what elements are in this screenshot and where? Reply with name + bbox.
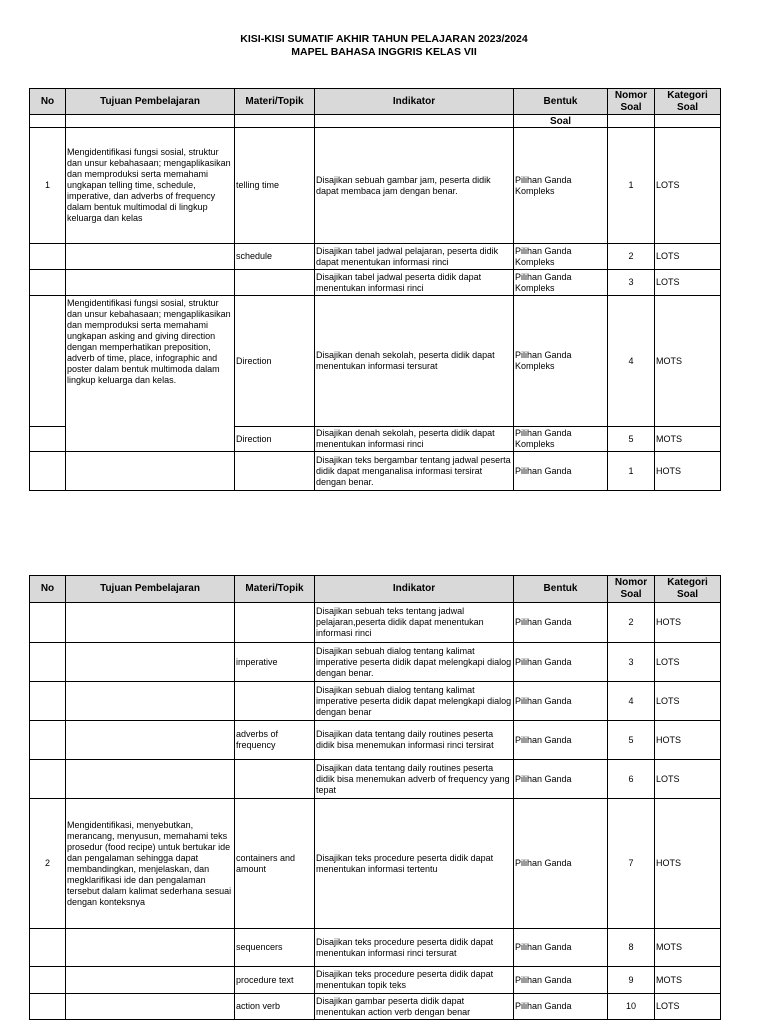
bentuk-cell: Pilihan Ganda Kompleks bbox=[514, 244, 608, 270]
nomor-soal-cell: 2 bbox=[608, 603, 655, 643]
header-tujuan-pembelajaran: Tujuan Pembelajaran bbox=[66, 576, 235, 603]
row-no bbox=[30, 760, 66, 799]
kategori-cell: LOTS bbox=[655, 244, 721, 270]
row-no bbox=[30, 270, 66, 296]
kategori-cell: MOTS bbox=[655, 296, 721, 427]
kategori-cell: HOTS bbox=[655, 452, 721, 491]
bentuk-cell: Pilihan Ganda Kompleks bbox=[514, 270, 608, 296]
indikator-cell: Disajikan teks procedure peserta didik dapat menentukan topik teks bbox=[315, 967, 514, 994]
indikator-cell: Disajikan data tentang daily routines peserta didik bisa menemukan adverb of frequency yang tepat bbox=[315, 760, 514, 799]
materi-cell: schedule bbox=[235, 244, 315, 270]
indikator-cell: Disajikan tabel jadwal pelajaran, peserta didik dapat menentukan informasi rinci bbox=[315, 244, 514, 270]
materi-cell: action verb bbox=[235, 994, 315, 1020]
document-title: KISI-KISI SUMATIF AKHIR TAHUN PELAJARAN 2023/2024 bbox=[240, 33, 528, 45]
header-materi-topik: Materi/Topik bbox=[235, 576, 315, 603]
header-kategori-soal: Kategori Soal bbox=[655, 576, 721, 603]
row-no: 2 bbox=[30, 799, 66, 929]
header-nomor-soal: Nomor Soal bbox=[608, 576, 655, 603]
materi-cell bbox=[235, 682, 315, 721]
header-kategori-soal: Kategori Soal bbox=[655, 89, 721, 115]
header-tujuan-pembelajaran: Tujuan Pembelajaran bbox=[66, 89, 235, 115]
bentuk-cell: Pilihan Ganda bbox=[514, 967, 608, 994]
table-row bbox=[30, 760, 721, 799]
table-row bbox=[30, 799, 721, 929]
table-row bbox=[30, 603, 721, 643]
nomor-soal-cell: 7 bbox=[608, 799, 655, 929]
kategori-cell: HOTS bbox=[655, 603, 721, 643]
bentuk-cell: Pilihan Ganda bbox=[514, 994, 608, 1020]
row-no bbox=[30, 643, 66, 682]
bentuk-cell: Pilihan Ganda bbox=[514, 682, 608, 721]
kisi-kisi-table-2 bbox=[29, 575, 721, 1020]
materi-cell bbox=[235, 270, 315, 296]
bentuk-cell: Pilihan Ganda bbox=[514, 760, 608, 799]
nomor-soal-cell: 9 bbox=[608, 967, 655, 994]
indikator-cell: Disajikan tabel jadwal peserta didik dapat menentukan informasi rinci bbox=[315, 270, 514, 296]
header-indikator: Indikator bbox=[315, 89, 514, 115]
tujuan-pembelajaran-cell bbox=[66, 452, 235, 491]
bentuk-cell: Pilihan Ganda Kompleks bbox=[514, 296, 608, 427]
materi-cell: containers and amount bbox=[235, 799, 315, 929]
tujuan-pembelajaran-cell bbox=[66, 929, 235, 967]
bentuk-cell: Pilihan Ganda bbox=[514, 643, 608, 682]
materi-cell: Direction bbox=[235, 427, 315, 452]
kategori-cell: LOTS bbox=[655, 994, 721, 1020]
materi-cell bbox=[235, 452, 315, 491]
kategori-cell: LOTS bbox=[655, 760, 721, 799]
kisi-kisi-table-1 bbox=[29, 88, 721, 491]
tujuan-pembelajaran-cell bbox=[66, 967, 235, 994]
header-bentuk: Bentuk bbox=[514, 89, 608, 115]
nomor-soal-cell: 2 bbox=[608, 244, 655, 270]
materi-cell: imperative bbox=[235, 643, 315, 682]
kategori-cell: MOTS bbox=[655, 967, 721, 994]
kategori-cell: LOTS bbox=[655, 270, 721, 296]
bentuk-cell: Pilihan Ganda bbox=[514, 452, 608, 491]
nomor-soal-cell: 10 bbox=[608, 994, 655, 1020]
table-row bbox=[30, 721, 721, 760]
nomor-soal-cell: 1 bbox=[608, 128, 655, 244]
header-no: No bbox=[30, 576, 66, 603]
table-header-row bbox=[30, 576, 721, 603]
header-nomor-soal: Nomor Soal bbox=[608, 89, 655, 115]
table-row bbox=[30, 967, 721, 994]
tujuan-pembelajaran-cell bbox=[66, 760, 235, 799]
kategori-cell: MOTS bbox=[655, 929, 721, 967]
bentuk-cell: Pilihan Ganda bbox=[514, 929, 608, 967]
nomor-soal-cell: 6 bbox=[608, 760, 655, 799]
row-no bbox=[30, 994, 66, 1020]
header-bentuk: Bentuk bbox=[514, 576, 608, 603]
row-no bbox=[30, 296, 66, 427]
indikator-cell: Disajikan teks procedure peserta didik dapat menentukan informasi rinci tersurat bbox=[315, 929, 514, 967]
row-no bbox=[30, 682, 66, 721]
nomor-soal-cell: 3 bbox=[608, 643, 655, 682]
materi-cell: Direction bbox=[235, 296, 315, 427]
table-row bbox=[30, 994, 721, 1020]
document-subtitle: MAPEL BAHASA INGGRIS KELAS VII bbox=[291, 46, 477, 58]
header-bentuk-soal: Soal bbox=[514, 115, 608, 128]
nomor-soal-cell: 5 bbox=[608, 427, 655, 452]
nomor-soal-cell: 8 bbox=[608, 929, 655, 967]
nomor-soal-cell: 1 bbox=[608, 452, 655, 491]
table-row bbox=[30, 643, 721, 682]
tujuan-pembelajaran-cell: Mengidentifikasi fungsi sosial, struktur dan unsur kebahasaan; mengaplikasikan dan memproduksi serta memahami ungkapan asking and giving direction dengan memperhatikan preposition, adverb of time, place, infographic and poster dalam bentuk multimoda dalam lingkup keluarga dan kelas. bbox=[66, 296, 235, 452]
indikator-cell: Disajikan teks bergambar tentang jadwal peserta didik dapat menganalisa informasi tersirat dengan benar. bbox=[315, 452, 514, 491]
materi-cell bbox=[235, 603, 315, 643]
nomor-soal-cell: 4 bbox=[608, 296, 655, 427]
kategori-cell: HOTS bbox=[655, 799, 721, 929]
kategori-cell: MOTS bbox=[655, 427, 721, 452]
indikator-cell: Disajikan denah sekolah, peserta didik dapat menentukan informasi tersurat bbox=[315, 296, 514, 427]
table-row bbox=[30, 452, 721, 491]
tujuan-pembelajaran-cell bbox=[66, 721, 235, 760]
table-row bbox=[30, 929, 721, 967]
indikator-cell: Disajikan gambar peserta didik dapat menentukan action verb dengan benar bbox=[315, 994, 514, 1020]
tujuan-pembelajaran-cell bbox=[66, 270, 235, 296]
tujuan-pembelajaran-cell: Mengidentifikasi fungsi sosial, struktur dan unsur kebahasaan; mengaplikasikan dan memproduksi serta memahami ungkapan telling time, schedule, imperative, dan adverbs of frequency dalam bentuk multimodal di lingkup keluarga dan kelas bbox=[66, 128, 235, 244]
bentuk-cell: Pilihan Ganda bbox=[514, 799, 608, 929]
indikator-cell: Disajikan sebuah dialog tentang kalimat imperative peserta didik dapat melengkapi dialog dengan benar. bbox=[315, 643, 514, 682]
header-no: No bbox=[30, 89, 66, 115]
row-no bbox=[30, 244, 66, 270]
materi-cell: adverbs of frequency bbox=[235, 721, 315, 760]
row-no bbox=[30, 452, 66, 491]
row-no bbox=[30, 721, 66, 760]
kategori-cell: LOTS bbox=[655, 643, 721, 682]
row-no bbox=[30, 603, 66, 643]
bentuk-cell: Pilihan Ganda Kompleks bbox=[514, 128, 608, 244]
indikator-cell: Disajikan sebuah teks tentang jadwal pelajaran,peserta didik dapat menentukan informasi rinci bbox=[315, 603, 514, 643]
bentuk-cell: Pilihan Ganda bbox=[514, 721, 608, 760]
nomor-soal-cell: 4 bbox=[608, 682, 655, 721]
indikator-cell: Disajikan teks procedure peserta didik dapat menentukan informasi tertentu bbox=[315, 799, 514, 929]
bentuk-cell: Pilihan Ganda bbox=[514, 603, 608, 643]
row-no bbox=[30, 929, 66, 967]
materi-cell: sequencers bbox=[235, 929, 315, 967]
materi-cell: procedure text bbox=[235, 967, 315, 994]
header-continuation-row bbox=[30, 115, 721, 128]
indikator-cell: Disajikan sebuah dialog tentang kalimat imperative peserta didik dapat melengkapi dialog dengan benar bbox=[315, 682, 514, 721]
tujuan-pembelajaran-cell bbox=[66, 682, 235, 721]
kategori-cell: HOTS bbox=[655, 721, 721, 760]
table-row bbox=[30, 270, 721, 296]
row-no: 1 bbox=[30, 128, 66, 244]
table-row bbox=[30, 296, 721, 427]
table-header-row bbox=[30, 89, 721, 115]
kategori-cell: LOTS bbox=[655, 128, 721, 244]
bentuk-cell: Pilihan Ganda Kompleks bbox=[514, 427, 608, 452]
tujuan-pembelajaran-cell: Mengidentifikasi, menyebutkan, merancang, menyusun, memahami teks prosedur (food recipe) untuk bertukar ide dan pengalaman sehingga dapat membandingkan, menjelaskan, dan megklarifikasi ide dan pengalaman tersebut dalam kalimat sederhana sesuai dengan konteksnya bbox=[66, 799, 235, 929]
materi-cell: telling time bbox=[235, 128, 315, 244]
header-indikator: Indikator bbox=[315, 576, 514, 603]
nomor-soal-cell: 5 bbox=[608, 721, 655, 760]
tujuan-pembelajaran-cell bbox=[66, 603, 235, 643]
table-row bbox=[30, 682, 721, 721]
row-no bbox=[30, 967, 66, 994]
header-materi-topik: Materi/Topik bbox=[235, 89, 315, 115]
table-row bbox=[30, 244, 721, 270]
kategori-cell: LOTS bbox=[655, 682, 721, 721]
tujuan-pembelajaran-cell bbox=[66, 244, 235, 270]
nomor-soal-cell: 3 bbox=[608, 270, 655, 296]
indikator-cell: Disajikan data tentang daily routines peserta didik bisa menemukan informasi rinci tersirat bbox=[315, 721, 514, 760]
indikator-cell: Disajikan denah sekolah, peserta didik dapat menentukan informasi rinci bbox=[315, 427, 514, 452]
materi-cell bbox=[235, 760, 315, 799]
tujuan-pembelajaran-cell bbox=[66, 643, 235, 682]
indikator-cell: Disajikan sebuah gambar jam, peserta didik dapat membaca jam dengan benar. bbox=[315, 128, 514, 244]
table-row bbox=[30, 128, 721, 244]
tujuan-pembelajaran-cell bbox=[66, 994, 235, 1020]
row-no bbox=[30, 427, 66, 452]
